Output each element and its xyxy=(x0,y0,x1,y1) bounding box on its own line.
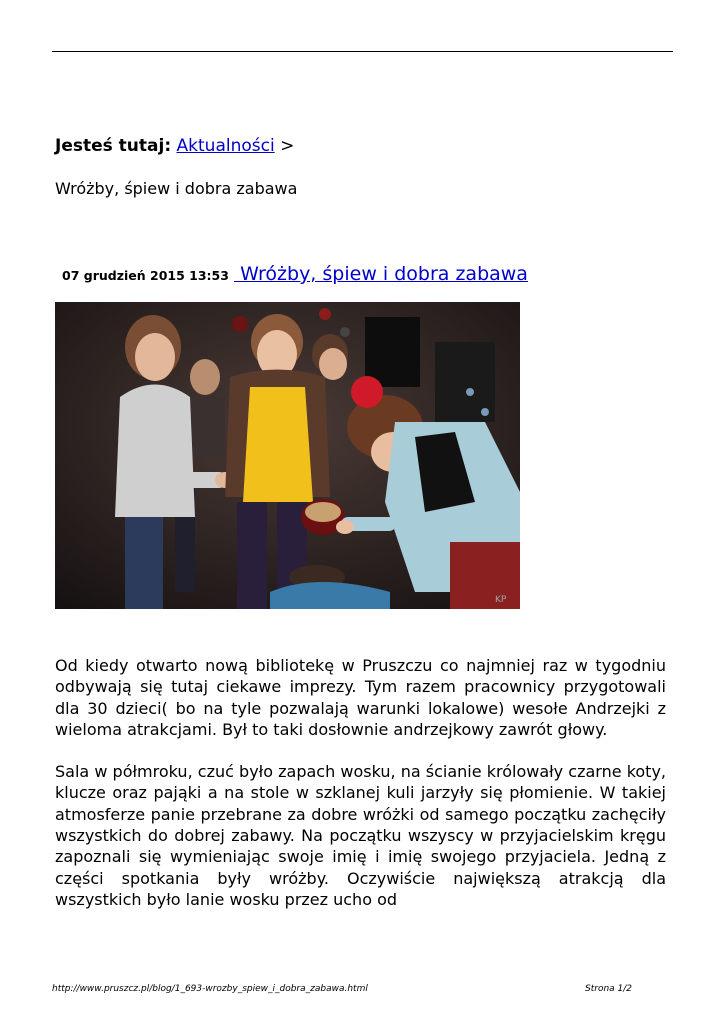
footer-url: http://www.pruszcz.pl/blog/1_693-wrozby_spiew_i_dobra_zabawa.html xyxy=(52,984,368,994)
footer-page-number: Strona 1/2 xyxy=(585,984,633,994)
post-header xyxy=(62,263,528,285)
post-title-link[interactable] xyxy=(234,263,528,285)
photo-illustration xyxy=(55,302,520,609)
post-date: 07 grudzień 2015 13:53 xyxy=(62,268,229,283)
post-photo xyxy=(55,302,520,609)
breadcrumb-current: Wróżby, śpiew i dobra zabawa xyxy=(55,179,298,198)
post-title-text: Wróżby, śpiew i dobra zabawa xyxy=(240,263,528,285)
article-paragraph: Sala w półmroku, czuć było zapach wosku, na ścianie królowały czarne koty, klucze oraz pająki a na stole w szklanej kuli jarzyły się płomienie. W takiej atmosferze panie przebrane za dobre wróżki od samego początku zachęciły wszystkich do dobrej zabawy. Na początku wszyscy w przyjacielskim kręgu zapoznali się wymieniając swoje imię i imię swojego przyjaciela. Jedną z części spotkania były wróżby. Oczywiście największą atrakcją dla wszystkich było lanie wosku przez ucho od xyxy=(55,762,666,909)
article-paragraph: Od kiedy otwarto nową bibliotekę w Pruszczu co najmniej raz w tygodniu odbywają się tutaj ciekawe imprezy. Tym razem pracownicy przygotowali dla 30 dzieci( bo na tyle pozwalają warunki lokalowe) wesołe Andrzejki z wieloma atrakcjami. Był to taki dosłownie andrzejkowy zawrót głowy. xyxy=(55,656,666,739)
breadcrumb-link-aktualnosci[interactable]: Aktualności xyxy=(176,136,275,156)
breadcrumb-lead: Jesteś tutaj: xyxy=(55,136,172,156)
breadcrumb xyxy=(55,135,294,157)
article-body xyxy=(55,655,666,931)
header-rule xyxy=(52,51,673,52)
breadcrumb-separator: > xyxy=(280,136,295,156)
photo-credit: KP xyxy=(495,595,507,605)
